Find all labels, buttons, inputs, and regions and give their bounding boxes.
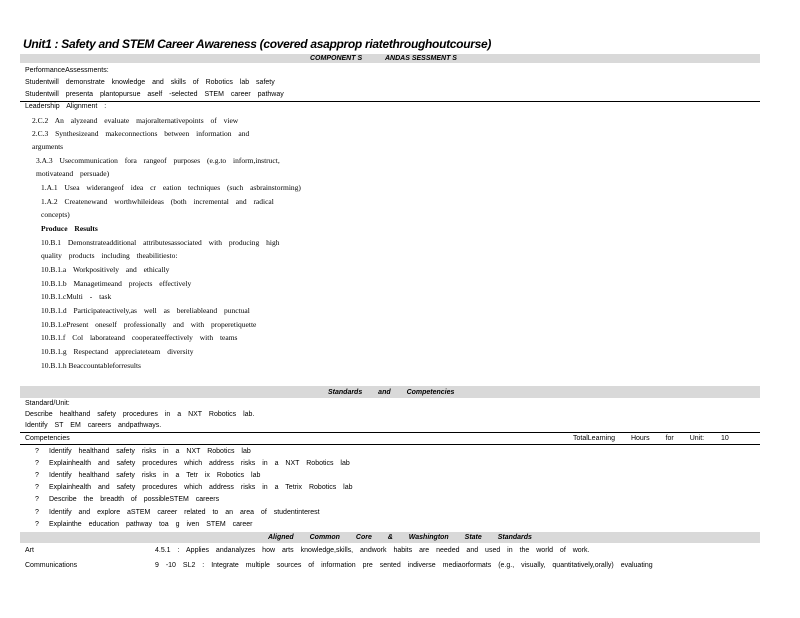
competency-item [35, 459, 350, 468]
produce-item: 10.B.1.f Col laborateand cooperateeffectively with teams [41, 333, 238, 342]
divider [20, 432, 760, 433]
aligned-subject: Art [25, 547, 34, 554]
competency-text: Identify healthand safety risks in a Tetr ix Robotics lab [49, 472, 261, 479]
competency-item [35, 483, 353, 492]
performance-item: Studentwill presenta plantopursue aself -selected STEM career pathway [25, 91, 284, 98]
leadership-item: concepts) [41, 210, 70, 219]
divider [20, 444, 760, 445]
bullet-marker: ? [35, 484, 39, 491]
produce-item: 10.B.1.g Respectand appreciateteam diversity [41, 347, 194, 356]
performance-heading: PerformanceAssessments: [25, 67, 109, 74]
standard-unit-item: Describe healthand safety procedures in a NXT Robotics lab. [25, 411, 255, 418]
aligned-subject: Communications [25, 562, 78, 569]
produce-item: 10.B.1.d Participateactively,as well as bereliableand punctual [41, 306, 250, 315]
competency-text: Explainthe education pathway toa g iven STEM career [49, 521, 253, 528]
components-bar-left: COMPONENT S [310, 55, 363, 62]
total-hours-label: TotalLearning Hours for Unit: [573, 435, 705, 442]
competency-text: Explainhealth and safety procedures which address risks in a Tetrix Robotics lab [49, 484, 353, 491]
produce-item: quality products including theabilitiesto: [41, 251, 178, 260]
leadership-item: arguments [32, 142, 64, 151]
standard-unit-heading: Standard/Unit: [25, 400, 70, 407]
standards-bar-label: Standards and Competencies [328, 389, 455, 396]
aligned-bar-label: Aligned Common Core & Washington State Standards [268, 534, 532, 541]
components-bar-right: ANDAS SESSMENT S [385, 55, 457, 62]
performance-item: Studentwill demonstrate knowledge and skills of Robotics lab safety [25, 79, 275, 86]
bullet-marker: ? [35, 460, 39, 467]
leadership-item: motivateand persuade) [36, 169, 110, 178]
leadership-item: 3.A.3 Usecommunication fora rangeof purposes (e.g.to inform,instruct, [36, 156, 280, 165]
unit-title: Unit1 : Safety and STEM Career Awareness (covered asapprop riatethroughoutcourse) [23, 37, 492, 51]
bullet-marker: ? [35, 496, 39, 503]
produce-item: 10.B.1.a Workpositively and ethically [41, 265, 170, 274]
produce-item: 10.B.1.b Managetimeand projects effectively [41, 279, 192, 288]
aligned-standard-text: 4.5.1 : Applies andanalyzes how arts knowledge,skills, andwork habits are needed and used in the world of work. [155, 547, 590, 554]
produce-item: 10.B.1.cMulti - task [41, 292, 112, 301]
produce-item: 10.B.1.ePresent oneself professionally and with properetiquette [41, 320, 257, 329]
competency-text: Identify healthand safety risks in a NXT Robotics lab [49, 448, 251, 455]
leadership-item: 1.A.1 Usea widerangeof idea cr eation techniques (such asbrainstorming) [41, 183, 301, 192]
bullet-marker: ? [35, 521, 39, 528]
competency-item [35, 508, 320, 517]
bullet-marker: ? [35, 472, 39, 479]
divider [20, 101, 760, 102]
standard-unit-item: Identify ST EM careers andpathways. [25, 422, 162, 429]
competency-text: Explainhealth and safety procedures which address risks in a NXT Robotics lab [49, 460, 350, 467]
competency-item [35, 471, 260, 480]
leadership-heading: Leadership Alignment : [25, 103, 107, 110]
competency-item [35, 520, 253, 529]
competency-text: Identify and explore aSTEM career related to an area of studentinterest [49, 509, 320, 516]
competency-text: Describe the breadth of possibleSTEM careers [49, 496, 220, 503]
leadership-item: 1.A.2 Createnewand worthwhileideas (both incremental and radical [41, 197, 274, 206]
bullet-marker: ? [35, 509, 39, 516]
aligned-standard-text: 9 -10 SL2 : Integrate multiple sources of information pre sented indiverse mediaorformats (e.g., visually, quantitatively,orally) evaluating [155, 562, 653, 569]
produce-item: 10.B.1 Demonstrateadditional attributesassociated with producing high [41, 238, 280, 247]
produce-item: 10.B.1.h Beaccountableforresults [41, 361, 141, 370]
competency-item [35, 447, 251, 456]
leadership-item: 2.C.2 An alyzeand evaluate majoralternativepoints of view [32, 116, 239, 125]
competency-item [35, 495, 219, 504]
bullet-marker: ? [35, 448, 39, 455]
leadership-item: 2.C.3 Synthesizeand makeconnections between information and [32, 129, 250, 138]
produce-results-heading: Produce Results [41, 224, 98, 233]
competencies-heading: Competencies [25, 435, 70, 442]
total-hours-value: 10 [721, 435, 729, 442]
